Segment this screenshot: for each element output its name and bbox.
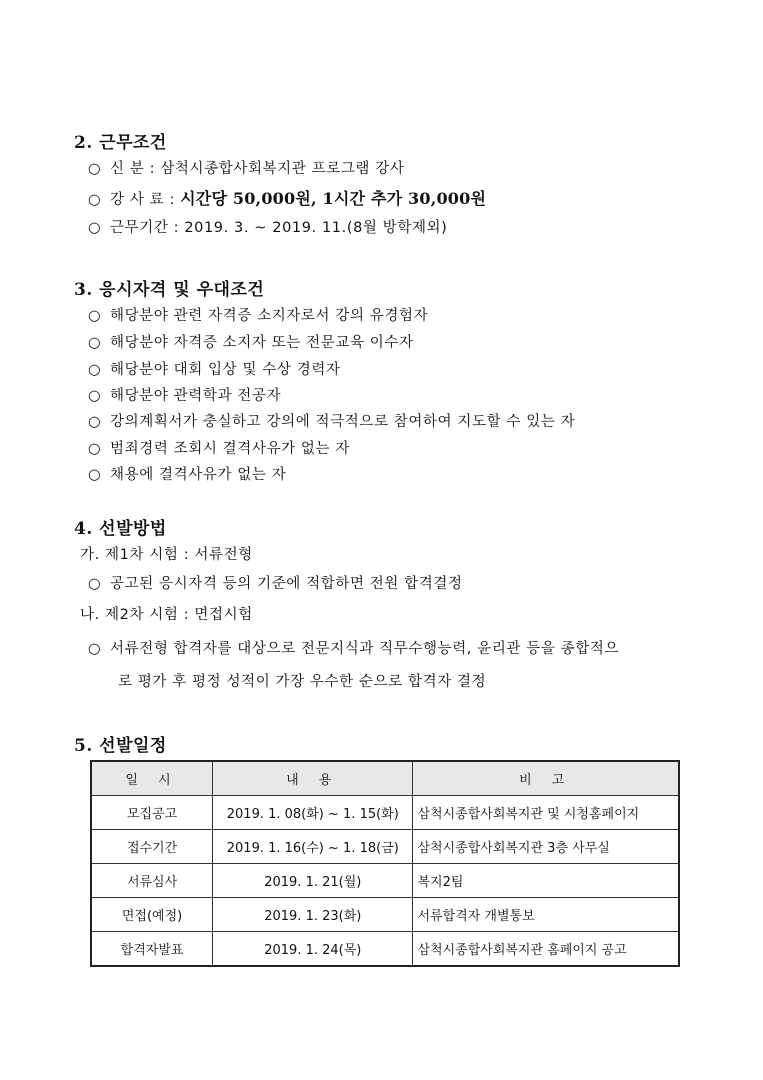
section-3-item: ○ 해당분야 대회 입상 및 수상 경력자	[88, 362, 341, 378]
section-3-item: ○ 해당분야 관력학과 전공자	[88, 388, 282, 404]
fee-amount: 시간당 50,000원, 1시간 추가 30,000원	[180, 189, 487, 208]
table-row: 모집공고 2019. 1. 08(화) ~ 1. 15(화) 삼척시종합사회복지관 및 시청홈페이지	[91, 796, 679, 830]
table-row: 서류심사 2019. 1. 21(월) 복지2팀	[91, 864, 679, 898]
header-date: 일 시	[91, 761, 213, 796]
section-3-item: ○ 강의계획서가 충실하고 강의에 적극적으로 참여하여 지도할 수 있는 자	[88, 414, 576, 430]
bullet-icon: ○	[88, 441, 102, 457]
bullet-icon: ○	[88, 388, 102, 404]
step-1-item: ○ 공고된 응시자격 등의 기준에 적합하면 전원 합격결정	[88, 576, 463, 592]
bullet-icon: ○	[88, 192, 102, 208]
section-4-title: 4. 선발방법	[74, 519, 167, 539]
section-2-title: 2. 근무조건	[74, 133, 167, 153]
bullet-icon: ○	[88, 161, 102, 177]
table-header-row	[91, 761, 679, 796]
step-2-item: ○ 서류전형 합격자를 대상으로 전문지식과 직무수행능력, 윤리관 등을 종합적으	[88, 641, 620, 657]
schedule-table	[90, 760, 680, 967]
header-note: 비 고	[413, 761, 679, 796]
section-3-item: ○ 범죄경력 조회시 결격사유가 없는 자	[88, 441, 350, 457]
section-3-item: ○ 채용에 결격사유가 없는 자	[88, 467, 287, 483]
bullet-icon: ○	[88, 335, 102, 351]
section-2-item-2: ○ 강 사 료 : 시간당 50,000원, 1시간 추가 30,000원	[88, 189, 487, 208]
section-5-title: 5. 선발일정	[74, 736, 167, 756]
section-2-item-3: ○ 근무기간 : 2019. 3. ~ 2019. 11.(8월 방학제외)	[88, 220, 448, 236]
table-row: 합격자발표 2019. 1. 24(목) 삼척시종합사회복지관 홈페이지 공고	[91, 932, 679, 967]
bullet-icon: ○	[88, 308, 102, 324]
step-2-item-continued: 로 평가 후 평정 성적이 가장 우수한 순으로 합격자 결정	[118, 674, 487, 690]
section-2-item-1: ○ 신 분 : 삼척시종합사회복지관 프로그램 강사	[88, 161, 405, 177]
bullet-icon: ○	[88, 641, 102, 657]
step-2-heading: 나. 제2차 시험 : 면접시험	[80, 607, 253, 623]
section-3-item: ○ 해당분야 관련 자격증 소지자로서 강의 유경험자	[88, 308, 429, 324]
bullet-icon: ○	[88, 467, 102, 483]
bullet-icon: ○	[88, 220, 102, 236]
section-3-title: 3. 응시자격 및 우대조건	[74, 280, 265, 300]
table-row: 접수기간 2019. 1. 16(수) ~ 1. 18(금) 삼척시종합사회복지관 3층 사무실	[91, 830, 679, 864]
bullet-icon: ○	[88, 576, 102, 592]
bullet-icon: ○	[88, 362, 102, 378]
header-content: 내 용	[213, 761, 413, 796]
section-3-item: ○ 해당분야 자격증 소지자 또는 전문교육 이수자	[88, 335, 414, 351]
bullet-icon: ○	[88, 414, 102, 430]
table-row: 면접(예정) 2019. 1. 23(화) 서류합격자 개별통보	[91, 898, 679, 932]
step-1-heading: 가. 제1차 시험 : 서류전형	[80, 547, 253, 563]
